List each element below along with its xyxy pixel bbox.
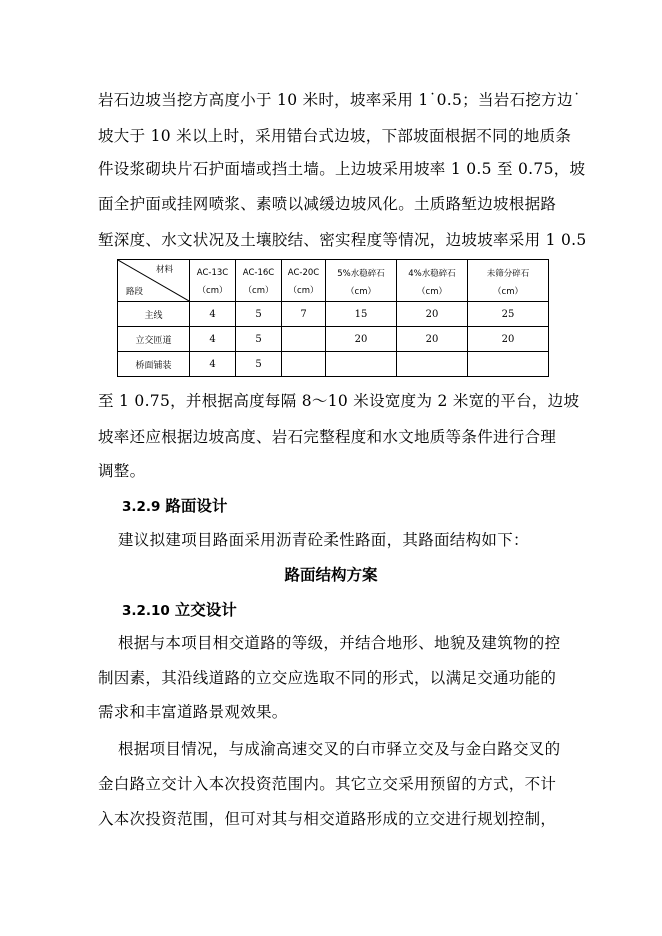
- section-heading-3-2-9: [122, 494, 227, 516]
- table-header-row: [118, 260, 549, 302]
- section-number: 3.2.9: [122, 499, 161, 515]
- paragraph1-line1: 岩石边坡当挖方高度小于 10 米时，坡率采用 1˙0.5；当岩石挖方边˙: [98, 91, 581, 109]
- table-cell: 15: [326, 302, 397, 327]
- column-header: AC-13C （cm）: [190, 260, 236, 302]
- paragraph4-line1: 根据与本项目相交道路的等级，并结合地形、地貌及建筑物的控: [118, 634, 561, 652]
- corner-label-section: 路段: [126, 287, 144, 297]
- table-cell: [397, 352, 468, 377]
- table-row: [118, 327, 549, 352]
- paragraph1-line3: 件设浆砌块片石护面墙或挡土墙。上边坡采用坡率 1 0.5 至 0.75，坡: [98, 160, 586, 178]
- table-cell: 7: [282, 302, 326, 327]
- row-label: 桥面铺装: [118, 352, 190, 377]
- pavement-structure-table: [117, 259, 549, 377]
- section-title: 路面设计: [165, 496, 228, 515]
- table-cell: 4: [190, 302, 236, 327]
- paragraph4-line2: 制因素，其沿线道路的立交应选取不同的形式，以满足交通功能的: [98, 669, 557, 687]
- section-title: 立交设计: [174, 600, 237, 619]
- table-cell: 20: [397, 302, 468, 327]
- paragraph2-line1: 至 1 0.75，并根据高度每隔 8～10 米设宽度为 2 米宽的平台，边坡: [98, 392, 580, 410]
- table-cell: [326, 352, 397, 377]
- row-label: 立交匝道: [118, 327, 190, 352]
- paragraph5-line1: 根据项目情况，与成渝高速交叉的白市驿立交及与金白路交叉的: [118, 740, 561, 758]
- section-number: 3.2.10: [122, 603, 170, 619]
- table-cell: 25: [468, 302, 549, 327]
- table-cell: [282, 352, 326, 377]
- column-header: 未筛分碎石 （cm）: [468, 260, 549, 302]
- table-cell: 5: [236, 352, 282, 377]
- paragraph1-line4: 面全护面或挂网喷浆、素喷以减缓边坡风化。土质路堑边坡根据路: [98, 195, 557, 213]
- column-header: AC-20C （cm）: [282, 260, 326, 302]
- table-cell: 20: [326, 327, 397, 352]
- corner-label-material: 材料: [155, 265, 173, 275]
- table-cell: [282, 327, 326, 352]
- pavement-structure-title: 路面结构方案: [284, 565, 378, 584]
- paragraph5-line2: 金白路立交计入本次投资范围内。其它立交采用预留的方式，不计: [98, 775, 557, 793]
- column-header: 4%水稳碎石 （cm）: [397, 260, 468, 302]
- section-heading-3-2-10: [122, 598, 237, 620]
- table-row: [118, 302, 549, 327]
- table-cell: 5: [236, 327, 282, 352]
- paragraph4-line3: 需求和丰富道路景观效果。: [98, 703, 288, 721]
- paragraph2-line2: 坡率还应根据边坡高度、岩石完整程度和水文地质等条件进行合理: [98, 428, 557, 446]
- table-cell: 5: [236, 302, 282, 327]
- paragraph2-line3: 调整。: [98, 462, 146, 480]
- table-cell: [468, 352, 549, 377]
- table-row: [118, 352, 549, 377]
- table-cell: 20: [468, 327, 549, 352]
- paragraph5-line3: 入本次投资范围，但可对其与相交道路形成的立交进行规划控制，: [98, 810, 557, 828]
- table-corner-cell: [118, 260, 190, 302]
- table-cell: 20: [397, 327, 468, 352]
- paragraph1-line5: 堑深度、水文状况及土壤胶结、密实程度等情况，边坡坡率采用 1 0.5: [98, 231, 587, 249]
- column-header: AC-16C （cm）: [236, 260, 282, 302]
- row-label: 主线: [118, 302, 190, 327]
- column-header: 5%水稳碎石 （cm）: [326, 260, 397, 302]
- paragraph1-line2: 坡大于 10 米以上时，采用错台式边坡，下部坡面根据不同的地质条: [98, 127, 572, 145]
- table-cell: 4: [190, 352, 236, 377]
- table-cell: 4: [190, 327, 236, 352]
- paragraph3: 建议拟建项目路面采用沥青砼柔性路面，其路面结构如下：: [118, 531, 529, 549]
